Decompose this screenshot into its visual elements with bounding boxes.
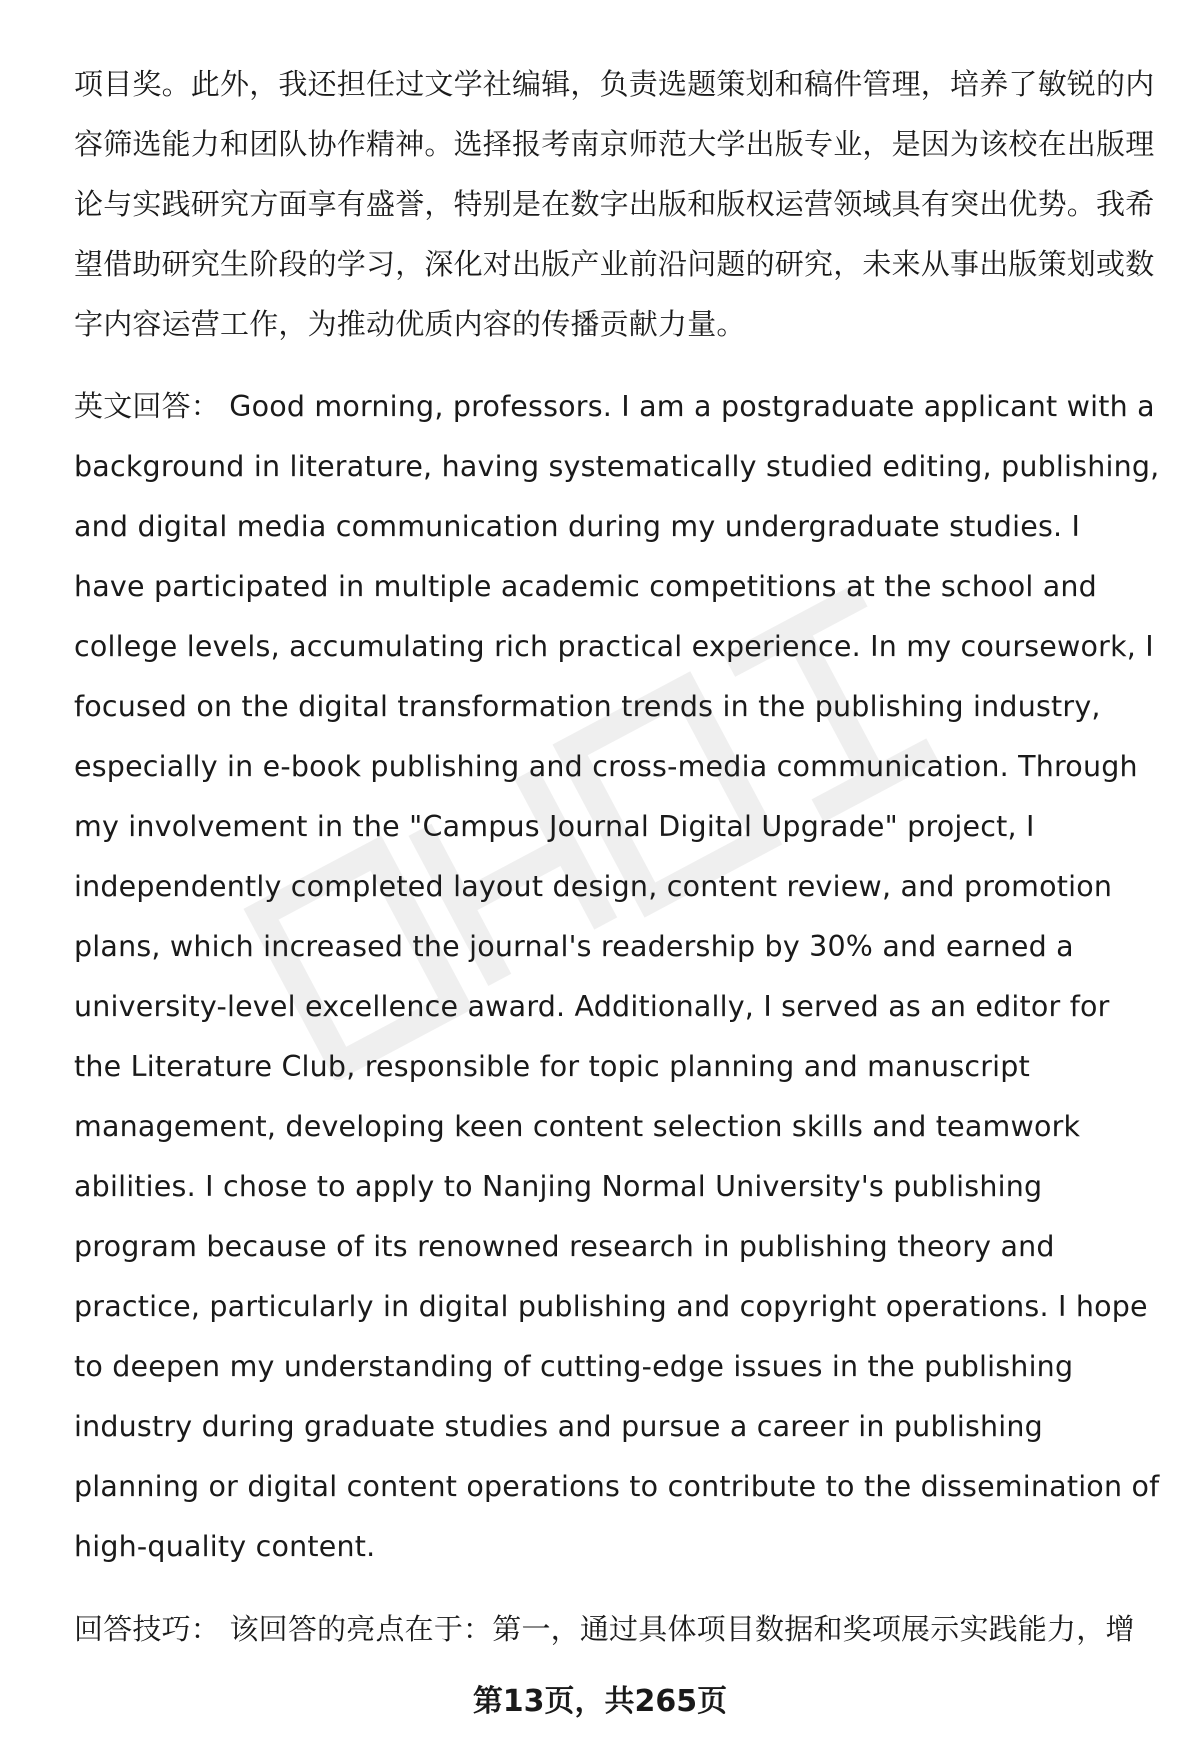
document-page [74,54,1160,1659]
tips-label: 回答技巧： [74,1612,221,1646]
continuation-paragraph: 项目奖。此外，我还担任过文学社编辑，负责选题策划和稿件管理，培养了敏锐的内容筛选能力和团队协作精神。选择报考南京师范大学出版专业，是因为该校在出版理论与实践研究方面享有盛誉，特别是在数字出版和版权运营领域具有突出优势。我希望借助研究生阶段的学习，深化对出版产业前沿问题的研究，未来从事出版策划或数字内容运营工作，为推动优质内容的传播贡献力量。 [74,67,1155,341]
tips-text: 该回答的亮点在于：第一，通过具体项目数据和奖项展示实践能力，增 [229,1612,1135,1646]
page-number: 第13页，共265页 [472,1684,728,1719]
english-answer-paragraph [74,376,1160,1577]
english-answer-text: Good morning, professors. I am a postgraduate applicant with a background in literature, having systematically studied editing, publishing, and digital media communication during my undergraduate studies. I have participated in multiple academic competitions at the school and college levels, accumulating rich practical experience. In my coursework, I focused on the digital transformation trends in the publishing industry, especially in e-book publishing and cross-media communication. Through my involvement in the "Campus Journal Digital Upgrade" project, I independently completed layout design, content review, and promotion plans, which increased the journal's readership by 30% and earned a university-level excellence award. Additionally, I served as an editor for the Literature Club, responsible for topic planning and manuscript management, developing keen content selection skills and teamwork abilities. I chose to apply to Nanjing Normal University's publishing program because of its renowned research in publishing theory and practice, particularly in digital publishing and copyright operations. I hope to deepen my understanding of cutting-edge issues in the publishing industry during graduate studies and pursue a career in publishing planning or digital content operations to contribute to the dissemination of high-quality content. [74,390,1160,1563]
english-answer-label: 英文回答： [74,389,221,423]
tips-paragraph [74,1599,1160,1659]
